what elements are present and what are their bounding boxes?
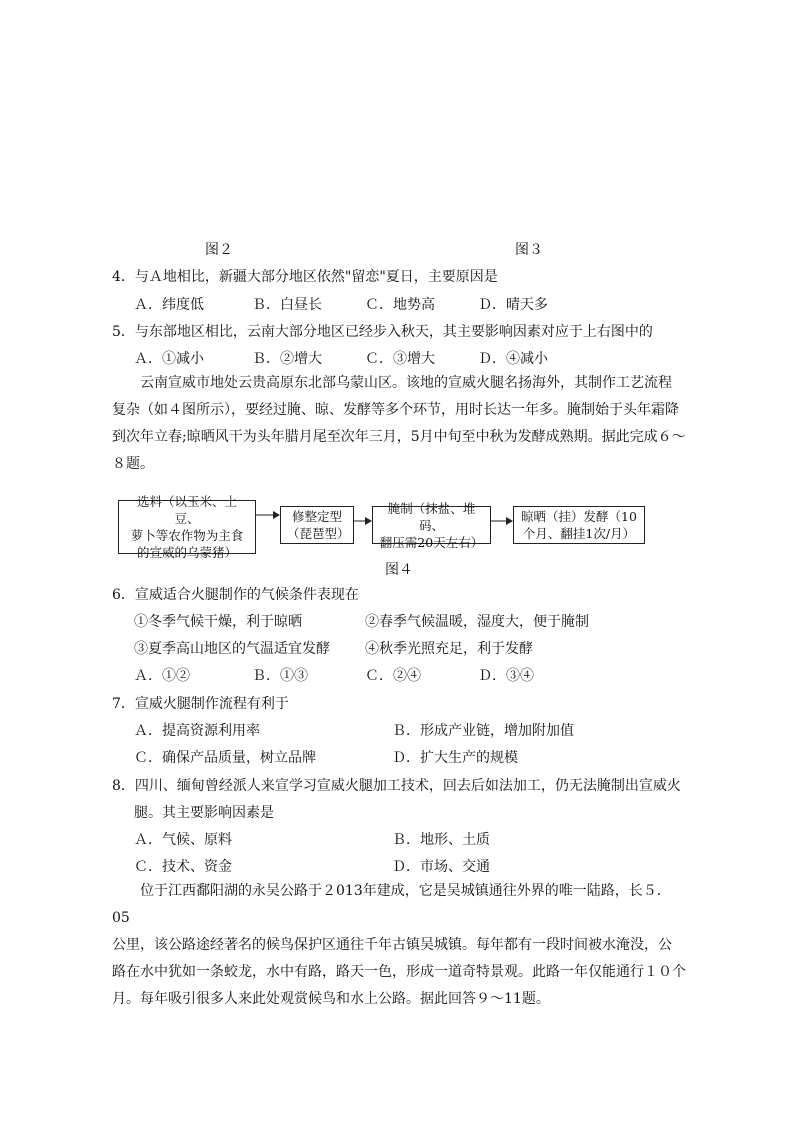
q4-option-b: Ｂ．白昼长: [252, 297, 322, 313]
q8-option-c: Ｃ．技术、资金: [134, 859, 232, 875]
question-7-stem: 7．宣威火腿制作流程有利于: [112, 696, 289, 712]
flow-step-select-materials: [118, 494, 256, 560]
passage-line: 位于江西鄱阳湖的永吴公路于２013年建成，它是吴城镇通往外界的唯一陆路，长５．05: [112, 883, 671, 926]
q8-option-a: Ａ．气候、原料: [134, 832, 232, 848]
passage-line: 到次年立春;晾晒风干为头年腊月尾至次年三月，5月中旬至中秋为发酵成熟期。据此完成６～: [112, 429, 686, 445]
q7-option-c: Ｃ．确保产品质量，树立品牌: [134, 750, 316, 766]
flow-step-text: （琵琶型）: [287, 526, 350, 541]
question-8-stem-line-1: 8．四川、缅甸曾经派人来宣学习宣威火腿加工技术，回去后如法加工，仍无法腌制出宣威火: [112, 778, 681, 794]
passage-xuanwei-ham: [112, 370, 687, 478]
figure-3-caption: 图３: [515, 242, 543, 258]
question-5-stem: 5．与东部地区相比，云南大部分地区已经步入秋天，其主要影响因素对应于上右图中的: [112, 324, 653, 340]
q5-option-a: Ａ．①减小: [134, 351, 204, 367]
question-8-stem-line-2: 腿。其主要影响因素是: [134, 805, 274, 821]
passage-yongwu-highway: [112, 878, 687, 1013]
flow-step-text: 修整定型: [291, 509, 342, 524]
q6-option-b: Ｂ．①③: [252, 668, 308, 684]
q5-option-c: Ｃ．③增大: [365, 351, 435, 367]
flow-step-text: 腌制（抹盐、堆码、: [387, 500, 476, 533]
q6-statement-1: ①冬季气候干燥，利于晾晒: [134, 614, 302, 630]
figure-4-caption: 图４: [385, 562, 413, 578]
q4-option-c: Ｃ．地势高: [365, 297, 435, 313]
flow-step-text: 选料（以玉米、土豆、: [136, 494, 237, 526]
flow-arrow-icon: [491, 514, 513, 528]
passage-line: ８题。: [112, 456, 154, 472]
q6-option-d: Ｄ．③④: [478, 668, 534, 684]
flow-step-drying-fermenting: [513, 506, 645, 544]
flow-step-text: 萝卜等农作物为主食: [130, 528, 244, 543]
question-6-stem: 6．宣威适合火腿制作的气候条件表现在: [112, 587, 359, 603]
q6-statement-4: ④秋季光照充足，利于发酵: [365, 641, 533, 657]
q7-option-a: Ａ．提高资源利用率: [134, 723, 260, 739]
passage-line: 公里，该公路途经著名的候鸟保护区通往千年古镇吴城镇。每年都有一段时间被水淹没，公: [112, 937, 672, 953]
passage-line: 月。每年吸引很多人来此处观赏候鸟和水上公路。据此回答９～11题。: [112, 991, 550, 1007]
q4-option-a: Ａ．纬度低: [134, 297, 204, 313]
flow-arrow-icon: [256, 508, 280, 522]
flow-arrow-icon: [354, 514, 372, 528]
flow-step-trim-shape: [280, 506, 354, 544]
q5-option-b: Ｂ．②增大: [252, 351, 322, 367]
figure-2-caption: 图２: [205, 242, 233, 258]
flow-step-salting: [372, 500, 491, 550]
passage-line: 复杂（如４图所示），要经过腌、晾、发酵等多个环节，用时长达一年多。腌制始于头年霜降: [112, 402, 679, 418]
q5-option-d: Ｄ．④减小: [478, 351, 548, 367]
q6-statement-2: ②春季气候温暖，湿度大，便于腌制: [365, 614, 589, 630]
flow-step-text: 的宣威的乌蒙猪）: [136, 545, 237, 560]
q8-option-b: Ｂ．地形、土质: [392, 832, 490, 848]
q8-option-d: Ｄ．市场、交通: [392, 859, 490, 875]
q7-option-d: Ｄ．扩大生产的规模: [392, 750, 518, 766]
q6-option-a: Ａ．①②: [134, 668, 190, 684]
q4-option-d: Ｄ．晴天多: [478, 297, 548, 313]
passage-line: 路在水中犹如一条蛟龙，水中有路，路天一色，形成一道奇特景观。此路一年仅能通行１０个: [112, 964, 686, 980]
q7-option-b: Ｂ．形成产业链，增加附加值: [392, 723, 574, 739]
flow-step-text: 个月、翻挂1次/月）: [522, 526, 636, 541]
flow-step-text: 晾晒（挂）发酵（10: [521, 509, 637, 524]
flow-step-text: 翻压需20天左右）: [379, 534, 484, 550]
q6-statement-3: ③夏季高山地区的气温适宜发酵: [134, 641, 330, 657]
q6-option-c: Ｃ．②④: [365, 668, 421, 684]
question-4-stem: 4．与Ａ地相比，新疆大部分地区依然"留恋"夏日，主要原因是: [112, 269, 498, 285]
passage-line: 云南宣威市地处云贵高原东北部乌蒙山区。该地的宣威火腿名扬海外，其制作工艺流程: [140, 375, 672, 391]
